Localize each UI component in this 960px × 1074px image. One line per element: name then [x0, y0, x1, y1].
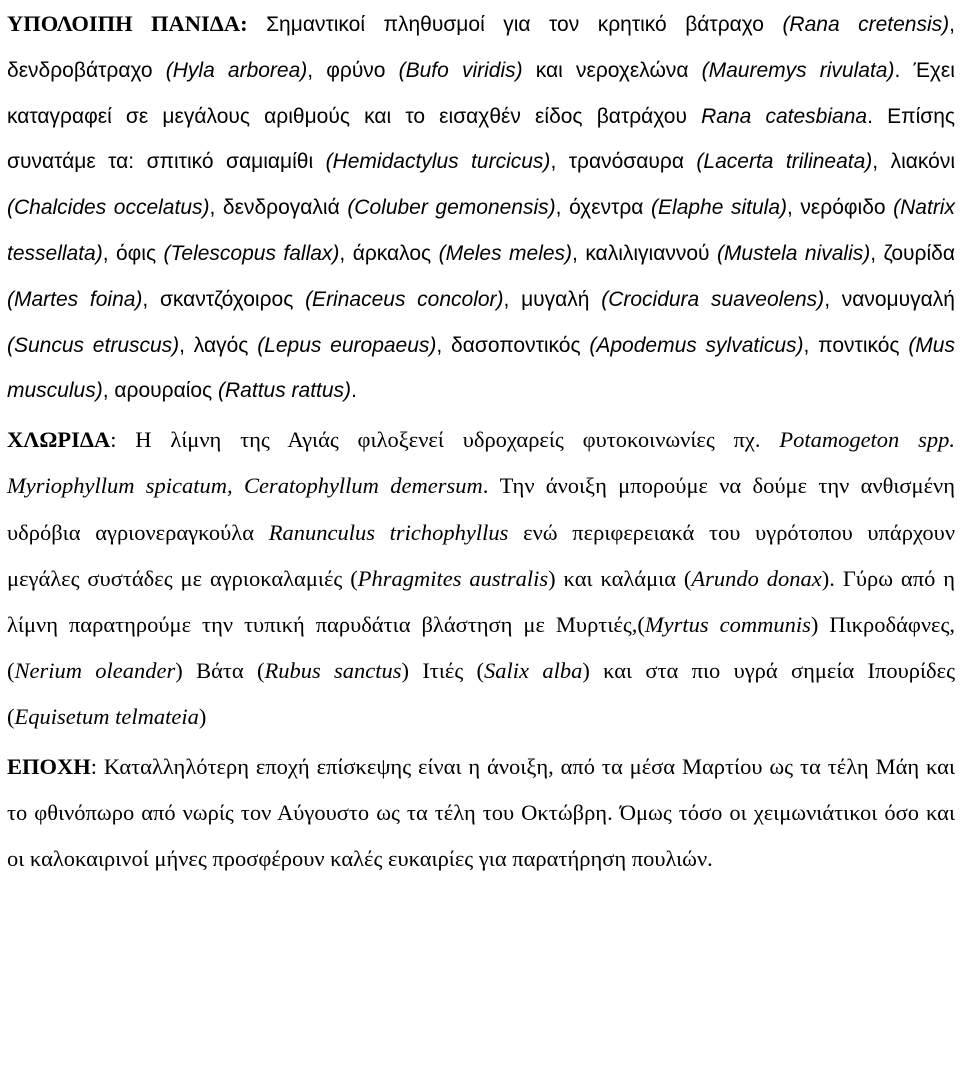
text-run: ) και καλάμια (	[548, 565, 692, 591]
text-run: , λαγός	[179, 333, 258, 357]
scientific-name: (Rattus rattus)	[218, 379, 352, 403]
scientific-name: Rana catesbiana	[701, 104, 868, 128]
flora-paragraph	[7, 417, 955, 740]
scientific-name: (Bufo viridis)	[398, 58, 523, 82]
text-run: , δασοποντικός	[436, 333, 590, 357]
flora-text	[7, 427, 955, 729]
text-run: , όφις	[102, 241, 164, 265]
fauna-paragraph	[7, 1, 955, 414]
scientific-name: (Telescopus fallax)	[163, 241, 340, 265]
text-run: ) Πικροδάφνες, (	[7, 611, 956, 684]
text-run: , ποντικός	[803, 333, 909, 357]
scientific-name: Salix alba	[484, 658, 583, 684]
text-run: ) και στα πιο υγρά σημεία Ιπουρίδες (	[7, 658, 955, 730]
text-run: .	[351, 379, 357, 403]
scientific-name: (Meles meles)	[438, 241, 573, 265]
scientific-name: Ranunculus trichophyllus	[268, 519, 509, 545]
season-text	[7, 754, 955, 871]
text-run: , σκαντζόχοιρος	[142, 287, 306, 311]
text-run: : Καταλληλότερη εποχή επίσκεψης είναι η άνοιξη, από τα μέσα Μαρτίου ως τα τέλη Μάη και το φθινόπωρο από νωρίς τον Αύγουστο ως τα τέλη του Οκτώβρη. Όμως τόσο οι χειμωνιάτικοι όσο και οι καλοκαιρινοί μήνες προσφέρουν καλές ευκαιρίες για παρατήρηση πουλιών.	[7, 753, 955, 871]
scientific-name: (Martes foina)	[7, 287, 143, 311]
scientific-name: Equisetum telmateia	[14, 704, 199, 730]
scientific-name: Potamogeton spp. Myriophyllum spicatum, Ceratophyllum demersum	[7, 427, 955, 499]
flora-heading: ΧΛΩΡΙΔΑ	[7, 427, 111, 453]
text-run: . Την άνοιξη μπορούμε να δούμε την ανθισμένη υδρόβια αγριονεραγκούλα	[7, 473, 955, 545]
fauna-heading: ΥΠΟΛΟΙΠΗ ΠΑΝΙΔΑ:	[7, 11, 248, 36]
scientific-name: (Lepus europaeus)	[257, 333, 437, 357]
text-run: )	[198, 704, 207, 730]
scientific-name: (Elaphe situla)	[651, 196, 788, 220]
text-run: ) Βάτα (	[175, 658, 265, 684]
text-run: ενώ περιφερειακά του υγρότοπου υπάρχουν μεγάλες συστάδες με αγριοκαλαμιές (	[7, 519, 955, 591]
text-run: , λιακόνι	[872, 150, 955, 174]
text-run: ) Ιτιές (	[401, 658, 485, 684]
text-run: , αρουραίος	[102, 379, 219, 403]
scientific-name: (Mauremys rivulata)	[701, 58, 895, 82]
text-run: ). Γύρω από η λίμνη παρατηρούμε την τυπική παρυδάτια βλάστηση με Μυρτιές,(	[7, 565, 955, 637]
text-run: , όχεντρα	[555, 196, 652, 220]
scientific-name: (Natrix tessellata)	[7, 196, 955, 265]
text-run: , φρύνο	[307, 58, 399, 82]
scientific-name: Nerium oleander	[14, 658, 176, 684]
scientific-name: Myrtus communis	[644, 611, 811, 637]
scientific-name: (Mustela nivalis)	[716, 241, 871, 265]
scientific-name: (Lacerta trilineata)	[696, 150, 873, 174]
scientific-name: (Coluber gemonensis)	[347, 196, 556, 220]
scientific-name: (Mus musculus)	[7, 333, 955, 403]
text-run: , μυγαλή	[503, 287, 602, 311]
text-run: Σημαντικοί πληθυσμοί για τον κρητικό βάτραχο	[247, 13, 783, 36]
season-paragraph	[7, 744, 955, 883]
scientific-name: Phragmites australis	[357, 565, 549, 591]
scientific-name: (Erinaceus concolor)	[305, 287, 504, 311]
scientific-name: (Hemidactylus turcicus)	[325, 150, 551, 174]
text-run: . Έχει καταγραφεί σε μεγάλους αριθμούς και το εισαχθέν είδος βατράχου	[7, 58, 955, 128]
scientific-name: (Suncus etruscus)	[7, 333, 180, 357]
text-run: , τρανόσαυρα	[550, 150, 697, 174]
text-run: , καλιλιγιαννού	[572, 241, 717, 265]
text-run: , δενδρογαλιά	[209, 196, 348, 220]
text-run: . Επίσης συνατάμε τα: σπιτικό σαμιαμίθι	[7, 104, 955, 174]
text-run: , νανομυγαλή	[824, 287, 955, 311]
text-run: : Η λίμνη της Αγιάς φιλοξενεί υδροχαρείς φυτοκοινωνίες πχ.	[110, 427, 780, 453]
scientific-name: Arundo donax	[691, 565, 822, 591]
text-run: , νερόφιδο	[787, 196, 894, 220]
fauna-text	[7, 13, 955, 402]
text-run: , ζουρίδα	[870, 241, 955, 265]
scientific-name: (Apodemus sylvaticus)	[589, 333, 804, 357]
season-heading: ΕΠΟΧΗ	[7, 753, 91, 779]
scientific-name: (Rana cretensis)	[782, 13, 950, 36]
scientific-name: (Hyla arborea)	[165, 58, 308, 82]
scientific-name: Rubus sanctus	[264, 658, 402, 684]
text-run: , δενδροβάτραχο	[7, 13, 955, 82]
scientific-name: (Chalcides occelatus)	[7, 196, 210, 220]
text-run: και νεροχελώνα	[522, 58, 702, 82]
text-run: , άρκαλος	[339, 241, 439, 265]
scientific-name: (Crocidura suaveolens)	[601, 287, 825, 311]
